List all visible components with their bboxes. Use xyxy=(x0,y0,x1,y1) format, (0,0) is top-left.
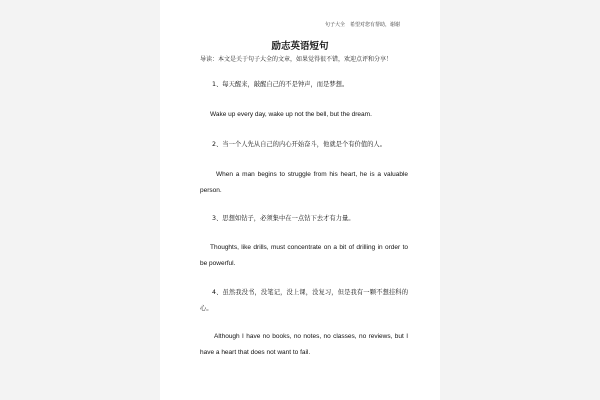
quote-3-en xyxy=(200,240,408,272)
quote-1-zh xyxy=(200,77,408,93)
intro-paragraph: 导读：本文是关于句子大全的文章，如果觉得很不错，欢迎点评和分享！ xyxy=(200,56,393,63)
page-title: 励志英语短句 xyxy=(271,41,329,52)
document-page xyxy=(160,0,440,400)
quote-2-zh-text: 2、当一个人先从自己的内心开始奋斗，他就是个有价值的人。 xyxy=(212,141,387,148)
quote-1-en-text: Wake up every day, wake up not the bell, but the dream. xyxy=(210,111,372,118)
quote-2-zh xyxy=(200,137,408,153)
quote-4-zh-text: 4、虽然我没书，没笔记，没上课，没复习，但是我有一颗不想挂科的心。 xyxy=(200,289,408,312)
quote-4-en-text: Although I have no books, no notes, no classes, no reviews, but I have a heart that does not want to fail. xyxy=(200,333,408,356)
quote-2-en-text: When a man begins to struggle from his heart, he is a valuable person. xyxy=(200,171,408,194)
quote-4-en xyxy=(200,329,408,361)
quote-4-zh xyxy=(200,285,408,317)
quote-3-en-text: Thoughts, like drills, must concentrate on a bit of drilling in order to be powerful. xyxy=(200,244,408,267)
quote-3-zh xyxy=(200,211,408,227)
quote-1-zh-text: 1、每天醒来，敲醒自己的不是钟声，而是梦想。 xyxy=(212,81,349,88)
quote-1-en xyxy=(200,107,408,123)
quote-3-zh-text: 3、思想如钻子，必须集中在一点钻下去才有力量。 xyxy=(212,215,355,222)
header-note: 句子大全 希望对您有帮助，谢谢 xyxy=(324,22,400,28)
quote-2-en xyxy=(200,167,408,199)
